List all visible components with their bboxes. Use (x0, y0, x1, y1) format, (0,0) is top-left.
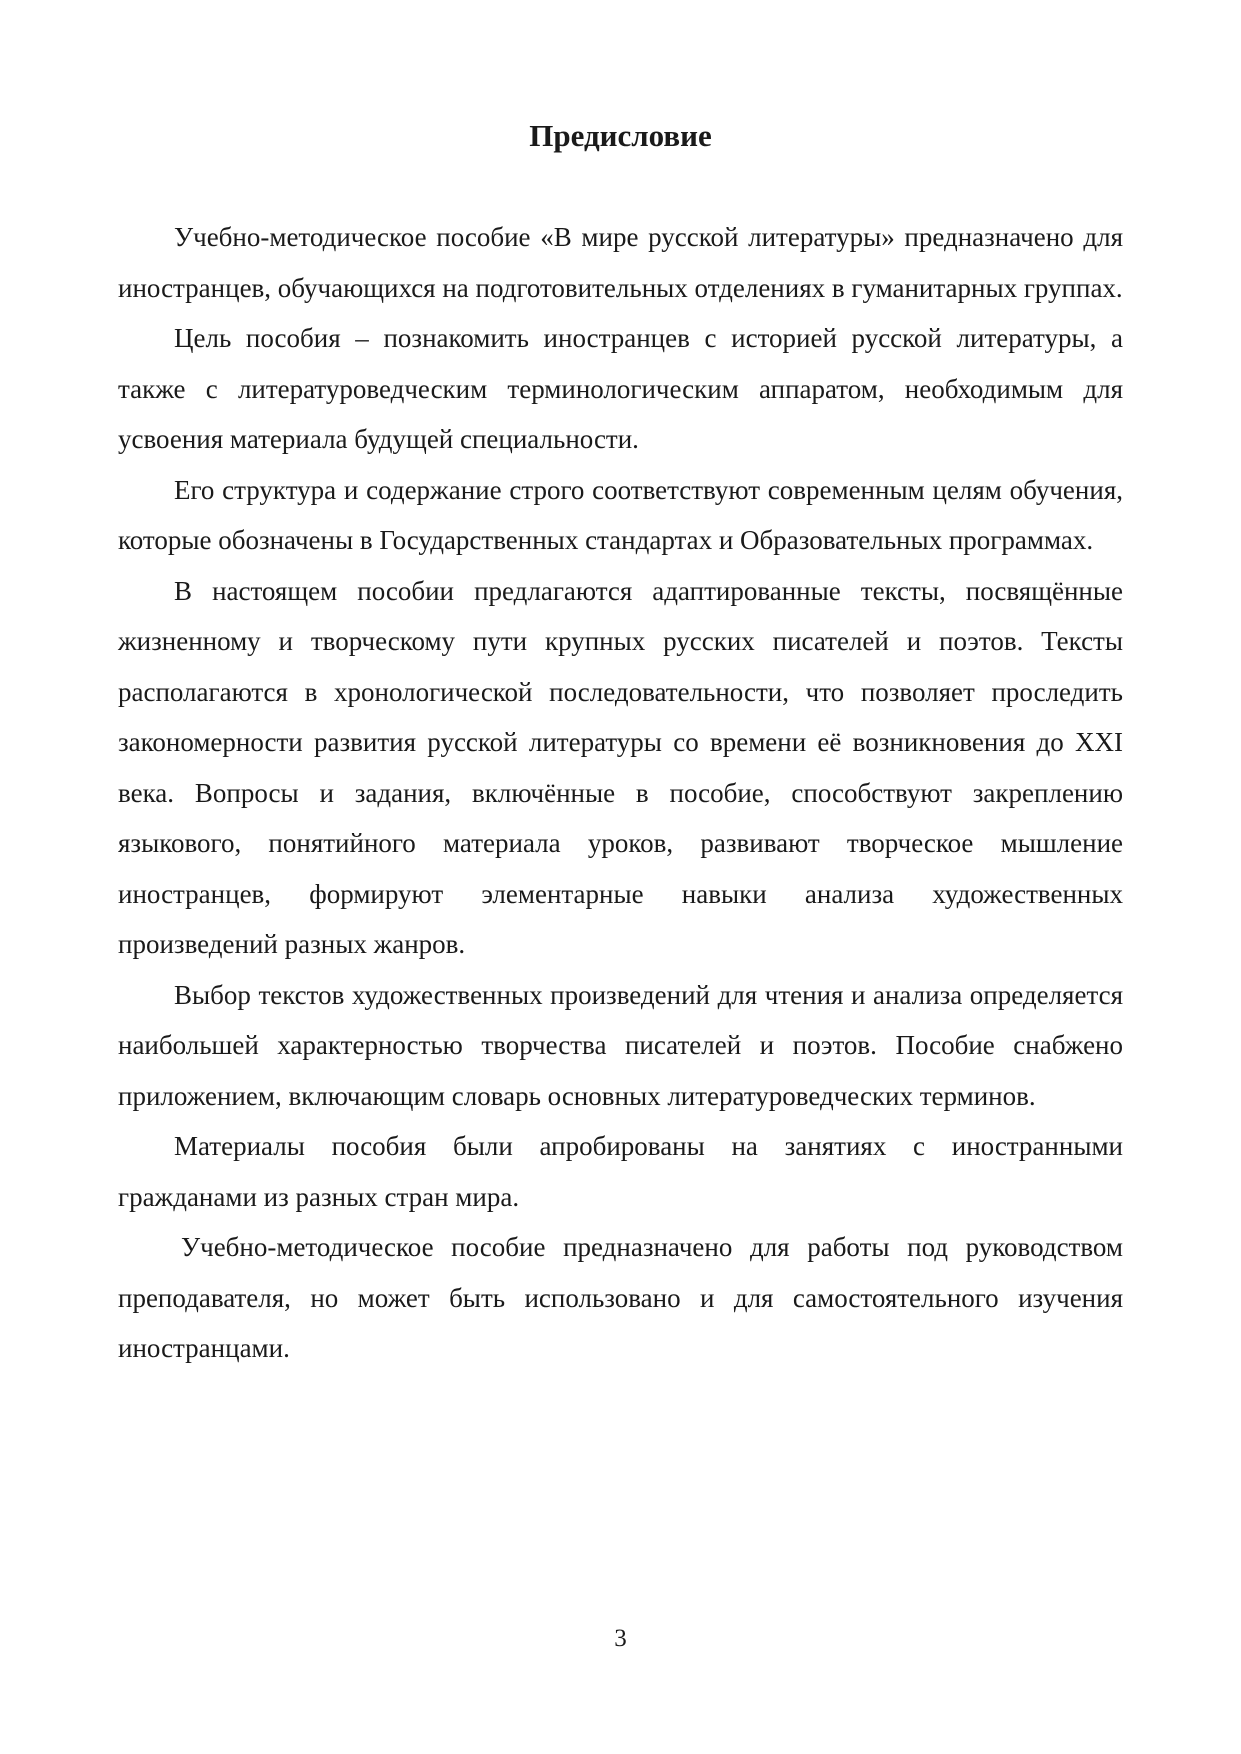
paragraph-6: Материалы пособия были апробированы на занятиях с иностранными гражданами из разных стран мира. (118, 1131, 1123, 1212)
paragraph-4: В настоящем пособии предлагаются адаптированные тексты, посвящённые жизненному и творческому пути крупных русских писателей и поэтов. Тексты располагаются в хронологической последовательности, что позволяет проследить закономерности развития русской литературы со времени её возникновения до XXI века. Вопросы и задания, включённые в пособие, способствуют закреплению языкового, понятийного материала уроков, развивают творческое мышление иностранцев, формируют элементарные навыки анализа художественных произведений разных жанров. (118, 575, 1123, 959)
paragraph-7: Учебно-методическое пособие предназначено для работы под руководством преподавателя, но может быть использовано и для самостоятельного изучения иностранцами. (118, 1232, 1123, 1363)
body-text (118, 212, 1123, 1374)
page-number: 3 (614, 1625, 627, 1652)
paragraph-1: Учебно-методическое пособие «В мире русской литературы» предназначено для иностранцев, обучающихся на подготовительных отделениях в гуманитарных группах. (118, 222, 1123, 303)
page-title: Предисловие (529, 118, 712, 153)
paragraph-3: Его структура и содержание строго соответствуют современным целям обучения, которые обозначены в Государственных стандартах и Образовательных программах. (118, 474, 1123, 555)
paragraph-2: Цель пособия – познакомить иностранцев с историей русской литературы, а также с литературоведческим терминологическим аппаратом, необходимым для усвоения материала будущей специальности. (118, 323, 1123, 454)
paragraph-5: Выбор текстов художественных произведений для чтения и анализа определяется наибольшей характерностью творчества писателей и поэтов. Пособие снабжено приложением, включающим словарь основных литературоведческих терминов. (118, 979, 1123, 1111)
